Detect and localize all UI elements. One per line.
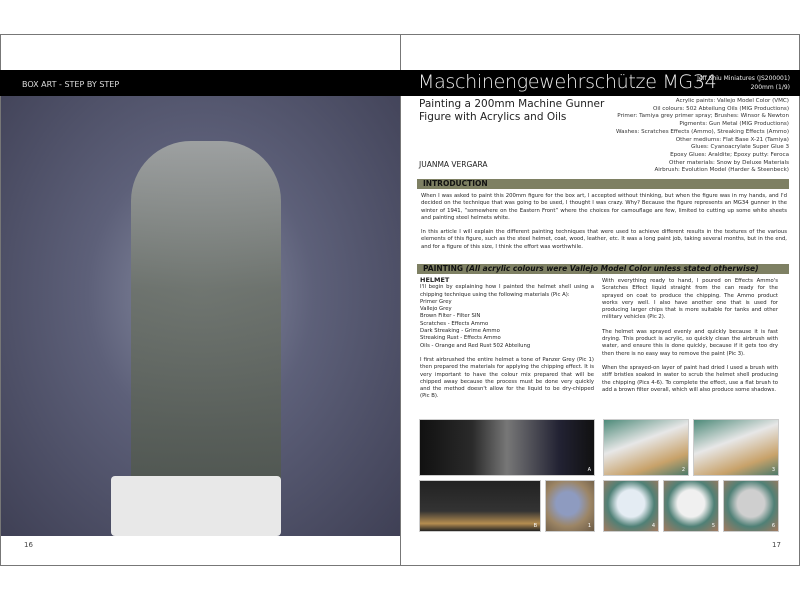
photo-6 [723,480,779,532]
material: Glues: Cyanoacrylate Super Glue 3 [691,144,789,151]
heading-note: (All acrylic colours were Vallejo Model Color unless stated otherwise) [465,264,759,273]
intro-heading: INTRODUCTION [417,179,789,189]
section-label: BOX ART - STEP BY STEP [22,80,120,89]
material-item: Streaking Rust - Effects Ammo [420,335,501,342]
subtitle: Painting a 200mm Machine Gunner Figure with Acrylics and Oils [419,98,605,123]
paragraph: The helmet was sprayed evenly and quickly because it is fast drying. This product is acrylic, so quickly clean the airbrush with water, and ensure this is done quickly, because if it gets too dry then there is no easy way to remove the paint (Pic 3). [602,328,778,357]
heading-text: PAINTING [423,264,464,273]
photo-3 [693,419,779,476]
page-number-left: 16 [24,541,33,549]
material-item: Vallejo Grey [420,306,452,313]
material-item: Scratches - Effects Ammo [420,320,489,327]
material: Other mediums: Flat Base X-21 (Tamiya) [675,136,789,143]
helmet-materials [420,299,594,350]
material: Epoxy Glues: Araldite; Epoxy putty: Feroca [670,151,789,158]
kit-scale: 200mm (1/9) [750,84,790,91]
paragraph: When I was asked to paint this 200mm figure for the box art, I accepted without thinking, but when the figure was in my hands, and I'd decided on the technique that was going to be used, I thought I was crazy. Why? Because the figure represents an MG34 gunner in the winter of 1941, “somewhere on the Eastern Front” where the choices for camouflage are few, limited to cutting up some white sheets and painting steel helmets white. [421,193,787,221]
photo-label: 2 [681,467,685,473]
paragraph: In this article I will explain the different painting techniques that were used to achieve different results in the textures of the various elements of this figure, such as the steel helmet, coat, wood, leather, etc. It was a long paint job, taking several months, but in the end, and for a figure of this size, I think the effort was worthwhile. [421,229,787,250]
snow-base-image [111,476,281,536]
photo-label: 6 [771,523,775,529]
box-art-photo [1,96,400,536]
column-1 [420,277,594,408]
figure-image [131,141,281,511]
author: JUANMA VERGARA [419,160,488,169]
material-item: Brown Filter - Filter SIN [420,313,481,320]
photo-label: 5 [711,523,715,529]
left-page [0,34,401,566]
photo-2 [603,419,689,476]
paragraph: I'll begin by explaining how I painted the helmet shell using a chipping technique using the following materials (Pic A): [420,284,594,298]
photo-label: A [587,467,591,473]
material: Airbrush: Evolution Model (Harder & Steenbeck) [654,167,789,174]
photo-a [419,419,595,476]
material: Primer: Tamiya grey primer spray; Brushes: Winsor & Newton [617,113,789,120]
material-item: Primer Grey [420,298,452,305]
photo-b [419,480,541,532]
intro-text [421,193,787,258]
material: Acrylic paints: Vallejo Model Color (VMC) [675,98,789,104]
photo-4 [603,480,659,532]
material: Washes: Scratches Effects (Ammo), Streaking Effects (Ammo) [616,128,789,135]
photo-5 [663,480,719,532]
kit-info-bar [697,74,790,92]
material-item: Dark Streaking - Grime Ammo [420,328,500,335]
material: Pigments: Gun Metal (MIG Productions) [679,121,789,128]
kit-name: Jeff Shiu Miniatures (JS200001) [697,75,790,82]
right-page [400,34,800,566]
photo-label: 4 [651,523,655,529]
paragraph: I first airbrushed the entire helmet a tone of Panzer Grey (Pic 1) then prepared the materials for applying the chipping effect. It is very important to have the colour mix prepared that will be chipped away because the process must be done very quickly and the method doesn't allow for the liquid to be dry-chipped (Pic B). [420,356,594,400]
material: Other materials: Snow by Deluxe Materials [669,159,789,166]
photo-label: B [533,523,537,529]
paragraph: When the sprayed-on layer of paint had dried I used a brush with stiff bristles soaked in water to scrub the helmet shell producing the chipping (Pics 4-6). To complete the effect, use a flat brush to add a brown filter overall, which will also produce some shadows. [602,364,778,393]
material: Oil colours: 502 Abteilung Oils (MIG Productions) [652,105,789,112]
paragraph: With everything ready to hand, I poured on Effects Ammo's Scratches Effect liquid straight from the can ready for the sprayed on coat to produce the chipping. The Ammo product works very well. I also have another one that is used for producing larger chips that is more suitable for tanks and other military vehicles (Pic 2). [602,278,778,321]
photo-1 [545,480,595,532]
title-bar [400,70,800,96]
photo-label: 1 [587,523,591,529]
materials-list [616,98,789,175]
column-2 [602,278,778,401]
helmet-heading: HELMET [420,276,450,284]
photo-label: 3 [771,467,775,473]
material-item: Oils - Orange and Red Rust 502 Abteilung [420,342,531,349]
painting-heading [417,264,789,274]
page-number-right: 17 [772,541,781,549]
article-title-on-bar: Maschinengewehrschütze MG34 [418,71,717,93]
